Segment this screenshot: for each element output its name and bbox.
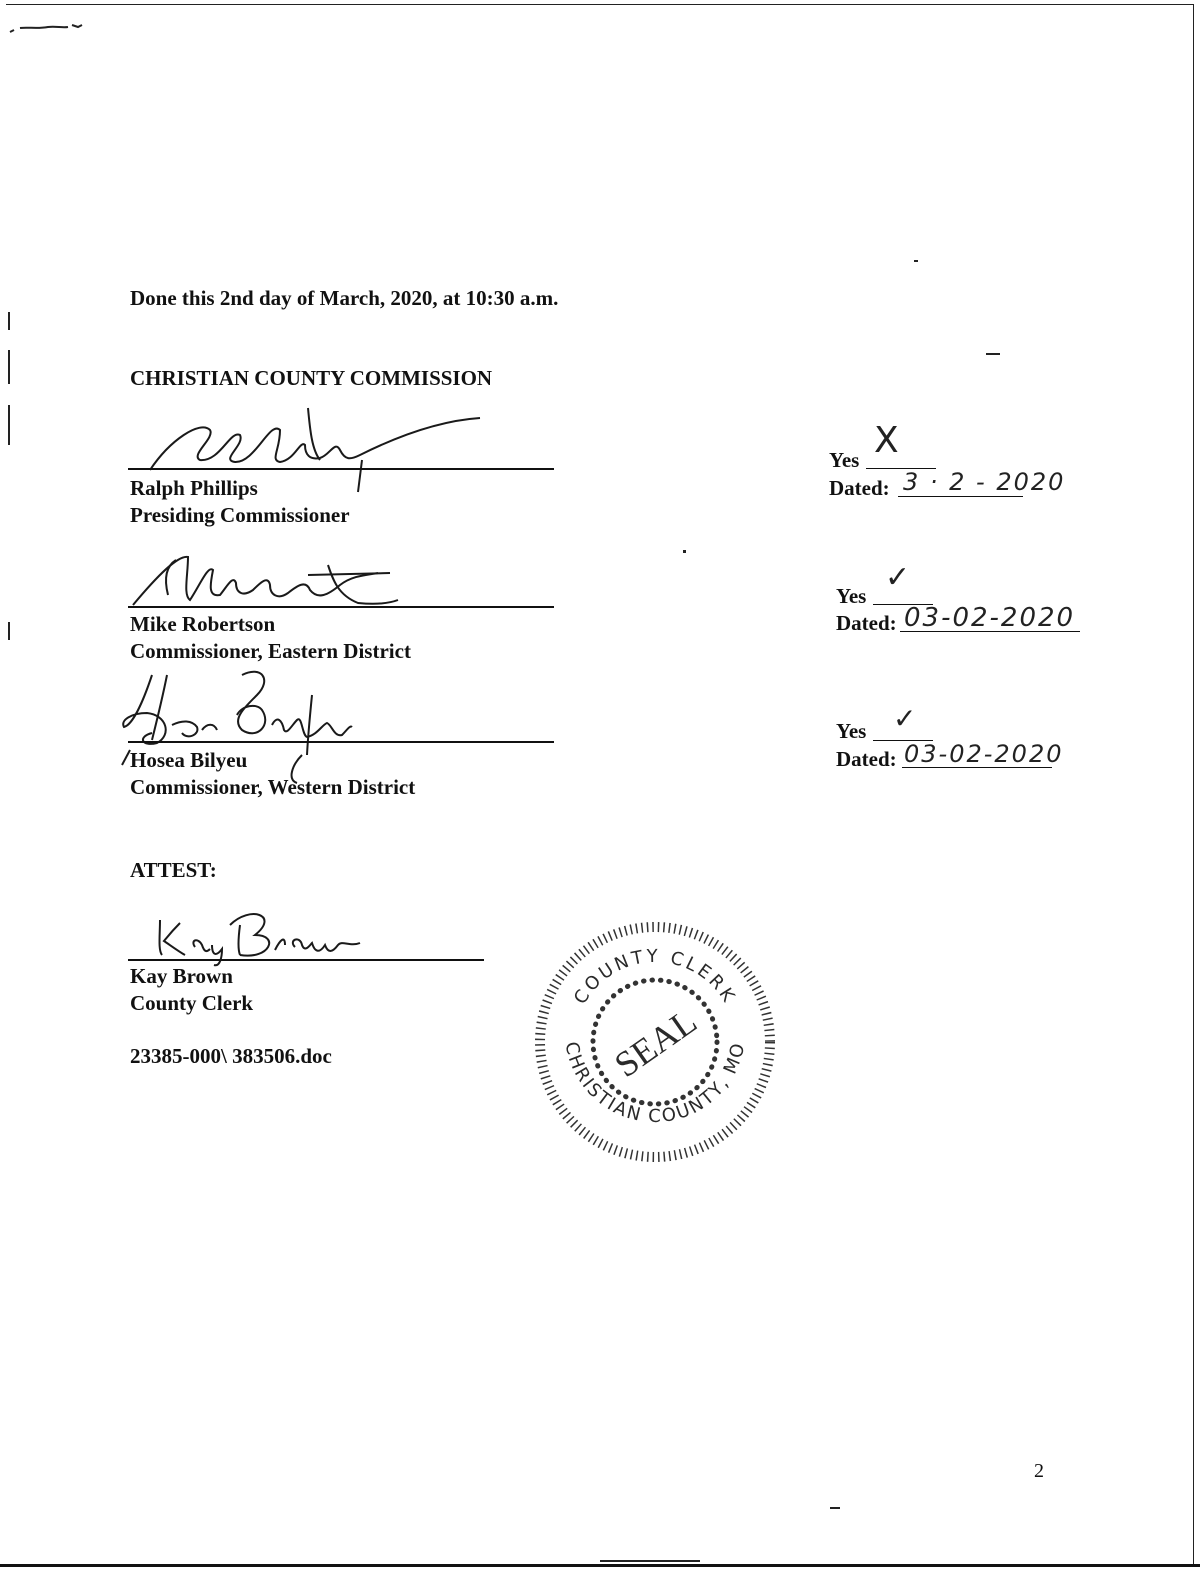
- scan-smudge: [8, 18, 88, 38]
- vote-mark: ✓: [885, 560, 913, 595]
- dated-value: 03-02-2020: [904, 740, 1064, 768]
- page-number: 2: [1034, 1460, 1044, 1482]
- scan-mark: [8, 405, 10, 445]
- vote-label: Yes: [829, 448, 860, 472]
- scan-mark: [683, 550, 686, 553]
- seal-top-text: COUNTY CLERK: [569, 945, 741, 1009]
- dated-value: 3 · 2 - 2020: [903, 468, 1066, 496]
- signatory-title: Commissioner, Western District: [130, 775, 416, 799]
- seal-center-text: SEAL: [607, 1000, 704, 1086]
- vote-mark: ✓: [893, 702, 919, 735]
- dated-label: Dated:: [836, 747, 897, 771]
- signatory-name: Mike Robertson: [130, 612, 276, 636]
- doc-reference: 23385-000\ 383506.doc: [130, 1044, 332, 1068]
- signature-line-kay-brown: [128, 959, 484, 961]
- signature-line-mike-robertson: [128, 606, 554, 608]
- done-line: Done this 2nd day of March, 2020, at 10:30 a.m.: [130, 286, 559, 310]
- dated-label: Dated:: [836, 611, 897, 635]
- seal-bottom-text: CHRISTIAN COUNTY, MO: [560, 1039, 750, 1128]
- signatory-name: Hosea Bilyeu: [130, 748, 248, 772]
- signature-line-hosea-bilyeu: [128, 741, 554, 743]
- county-clerk-seal: [530, 920, 780, 1165]
- dated-label: Dated:: [829, 476, 890, 500]
- vote-mark: X: [874, 420, 901, 461]
- signatory-name: Ralph Phillips: [130, 476, 258, 500]
- scan-mark: [986, 353, 1000, 355]
- signature-mike-robertson: [128, 545, 408, 615]
- clerk-title: County Clerk: [130, 991, 254, 1015]
- scan-mark: [8, 622, 10, 640]
- signatory-title: Presiding Commissioner: [130, 503, 350, 527]
- signature-line-ralph-phillips: [128, 468, 554, 470]
- dated-line: [898, 496, 1023, 497]
- attest-label: ATTEST:: [130, 858, 217, 882]
- scan-mark: [600, 1560, 700, 1562]
- scan-mark: [8, 312, 10, 330]
- dated-value: 03-02-2020: [904, 603, 1076, 633]
- page-border-right: [1193, 4, 1194, 1566]
- signature-kay-brown: [150, 905, 370, 965]
- page-border-bottom: [0, 1564, 1200, 1567]
- signatory-title: Commissioner, Eastern District: [130, 639, 411, 663]
- commission-heading: CHRISTIAN COUNTY COMMISSION: [130, 366, 493, 390]
- page-border-top: [6, 4, 1194, 5]
- vote-label: Yes: [836, 719, 867, 743]
- scan-mark: [830, 1507, 840, 1509]
- scan-mark: [914, 260, 918, 262]
- vote-label: Yes: [836, 584, 867, 608]
- scan-mark: [8, 350, 10, 384]
- clerk-name: Kay Brown: [130, 964, 233, 988]
